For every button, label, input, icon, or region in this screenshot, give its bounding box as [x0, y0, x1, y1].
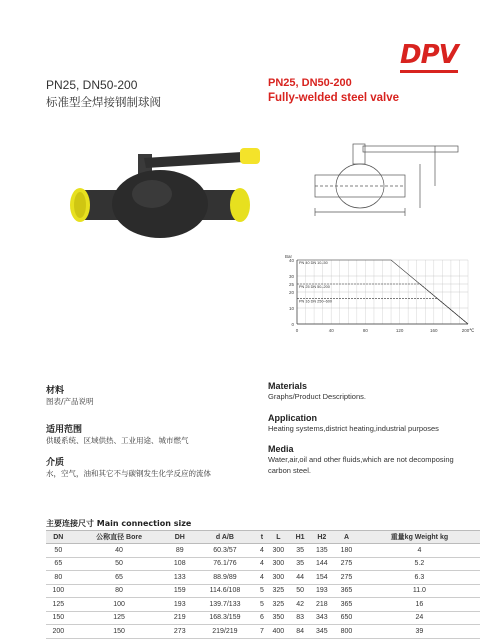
table-cell: 83 — [291, 611, 310, 625]
y-tick-label: 20 — [288, 290, 294, 295]
table-cell: 80 — [46, 571, 71, 585]
table-cell: 6.3 — [359, 571, 480, 585]
right-title: PN25, DN50-200 — [268, 77, 352, 89]
header-bore: 公称直径 Bore — [71, 531, 168, 544]
header-a: A — [334, 531, 359, 544]
materials-heading: Materials — [268, 381, 308, 391]
left-sections — [46, 383, 256, 479]
y-axis-label: Bar — [285, 254, 293, 259]
table-cell: 219 — [167, 611, 192, 625]
table-cell: 16 — [359, 598, 480, 612]
table-cell: 80 — [71, 584, 168, 598]
table-cell: 180 — [334, 544, 359, 558]
x-tick-label: 160 — [430, 328, 438, 333]
media-heading: Media — [268, 444, 294, 454]
table-cell: 325 — [266, 598, 291, 612]
table-cell: 35 — [291, 544, 310, 558]
table-cell: 193 — [310, 584, 335, 598]
y-tick-label: 25 — [288, 282, 294, 287]
table-cell: 35 — [291, 557, 310, 571]
application-heading-cn: 适用范围 — [46, 425, 83, 435]
table-cell: 144 — [310, 557, 335, 571]
table-cell: 4 — [258, 544, 266, 558]
table-cell: 275 — [334, 571, 359, 585]
table-title: 主要连接尺寸 Main connection size — [46, 519, 192, 528]
table-cell: 168.3/159 — [192, 611, 258, 625]
media-heading-cn: 介质 — [46, 458, 65, 468]
table-cell: 300 — [266, 557, 291, 571]
table-cell: 275 — [334, 557, 359, 571]
materials-body: Graphs/Product Descriptions. — [268, 392, 366, 401]
table-cell: 350 — [266, 611, 291, 625]
media-body-cn: 水，空气，油和其它不与碳钢发生化学反应的流体 — [46, 469, 211, 478]
application-body-cn: 供暖系统、区域供热、工业用途、城市燃气 — [46, 436, 189, 445]
table-cell: 365 — [334, 584, 359, 598]
table-cell: 343 — [310, 611, 335, 625]
table-cell: 65 — [71, 571, 168, 585]
table-cell: 200 — [46, 625, 71, 639]
header-d-ab: d A/B — [192, 531, 258, 544]
table-cell: 193 — [167, 598, 192, 612]
table-cell: 159 — [167, 584, 192, 598]
header-h1: H1 — [291, 531, 310, 544]
table-cell: 6 — [258, 611, 266, 625]
table-cell: 400 — [266, 625, 291, 639]
y-tick-label: 10 — [288, 306, 294, 311]
table-cell: 125 — [71, 611, 168, 625]
left-subtitle: 标准型全焊接钢制球阀 — [46, 95, 161, 109]
materials-body-cn: 图表/产品说明 — [46, 397, 94, 406]
materials-heading-cn: 材料 — [46, 386, 65, 396]
dpv-logo: DPV — [400, 40, 458, 70]
pressure-temperature-chart — [283, 252, 478, 337]
table-cell: 345 — [310, 625, 335, 639]
series-label: PN 25 DN 50–200 — [299, 285, 330, 289]
table-cell: 300 — [266, 571, 291, 585]
table-cell: 76.1/76 — [192, 557, 258, 571]
table-cell: 50 — [46, 544, 71, 558]
table-cell: 50 — [291, 584, 310, 598]
right-sections — [268, 381, 473, 476]
table-cell: 365 — [334, 598, 359, 612]
header-dh: DH — [167, 531, 192, 544]
table-cell: 4 — [359, 544, 480, 558]
table-row — [46, 544, 480, 558]
table-cell: 135 — [310, 544, 335, 558]
table-cell: 150 — [71, 625, 168, 639]
header-dn: DN — [46, 531, 71, 544]
table-cell: 84 — [291, 625, 310, 639]
table-row — [46, 584, 480, 598]
logo-underline — [400, 70, 458, 73]
table-cell: 273 — [167, 625, 192, 639]
x-tick-label: 200℃ — [461, 328, 475, 333]
table-cell: 24 — [359, 611, 480, 625]
table-cell: 5.2 — [359, 557, 480, 571]
header-t: t — [258, 531, 266, 544]
valve-product-image — [60, 140, 260, 240]
table-cell: 4 — [258, 571, 266, 585]
table-cell: 300 — [266, 544, 291, 558]
table-cell: 100 — [46, 584, 71, 598]
table-cell: 39 — [359, 625, 480, 639]
application-heading: Application — [268, 413, 317, 423]
table-cell: 125 — [46, 598, 71, 612]
connection-size-table — [46, 530, 480, 639]
table-cell: 218 — [310, 598, 335, 612]
table-row — [46, 611, 480, 625]
table-cell: 219/219 — [192, 625, 258, 639]
y-tick-label: 0 — [291, 322, 294, 327]
left-title: PN25, DN50-200 — [46, 78, 138, 92]
table-cell: 150 — [46, 611, 71, 625]
table-row — [46, 625, 480, 639]
x-tick-label: 120 — [395, 328, 404, 333]
table-cell: 114.6/108 — [192, 584, 258, 598]
table-cell: 108 — [167, 557, 192, 571]
header-weight: 重量kg Weight kg — [359, 531, 480, 544]
series-label: PN 16 DN 250–600 — [299, 299, 332, 304]
table-row — [46, 598, 480, 612]
technical-drawing — [285, 130, 475, 230]
x-tick-label: 40 — [328, 328, 334, 333]
media-body: Water,air,oil and other fluids,which are not decomposing carbon steel. — [268, 455, 454, 475]
table-cell: 42 — [291, 598, 310, 612]
y-tick-label: 30 — [288, 274, 294, 279]
series-label: PN 40 DN 10–50 — [299, 261, 328, 265]
table-cell: 133 — [167, 571, 192, 585]
table-cell: 800 — [334, 625, 359, 639]
table-cell: 5 — [258, 584, 266, 598]
x-tick-label: 80 — [362, 328, 368, 333]
x-tick-label: 0 — [295, 328, 299, 333]
table-row — [46, 557, 480, 571]
application-body: Heating systems,district heating,industrial purposes — [268, 424, 439, 433]
table-cell: 65 — [46, 557, 71, 571]
y-tick-label: 40 — [288, 258, 294, 263]
table-cell: 89 — [167, 544, 192, 558]
table-cell: 7 — [258, 625, 266, 639]
table-cell: 44 — [291, 571, 310, 585]
header-h2: H2 — [310, 531, 335, 544]
right-subtitle: Fully-welded steel valve — [268, 92, 400, 104]
table-row — [46, 571, 480, 585]
table-cell: 4 — [258, 557, 266, 571]
table-cell: 5 — [258, 598, 266, 612]
header-l: L — [266, 531, 291, 544]
table-cell: 325 — [266, 584, 291, 598]
table-cell: 100 — [71, 598, 168, 612]
table-cell: 60.3/57 — [192, 544, 258, 558]
table-cell: 154 — [310, 571, 335, 585]
table-cell: 88.9/89 — [192, 571, 258, 585]
table-cell: 139.7/133 — [192, 598, 258, 612]
table-cell: 50 — [71, 557, 168, 571]
table-cell: 40 — [71, 544, 168, 558]
table-header-row — [46, 531, 480, 544]
table-cell: 11.0 — [359, 584, 480, 598]
table-cell: 650 — [334, 611, 359, 625]
